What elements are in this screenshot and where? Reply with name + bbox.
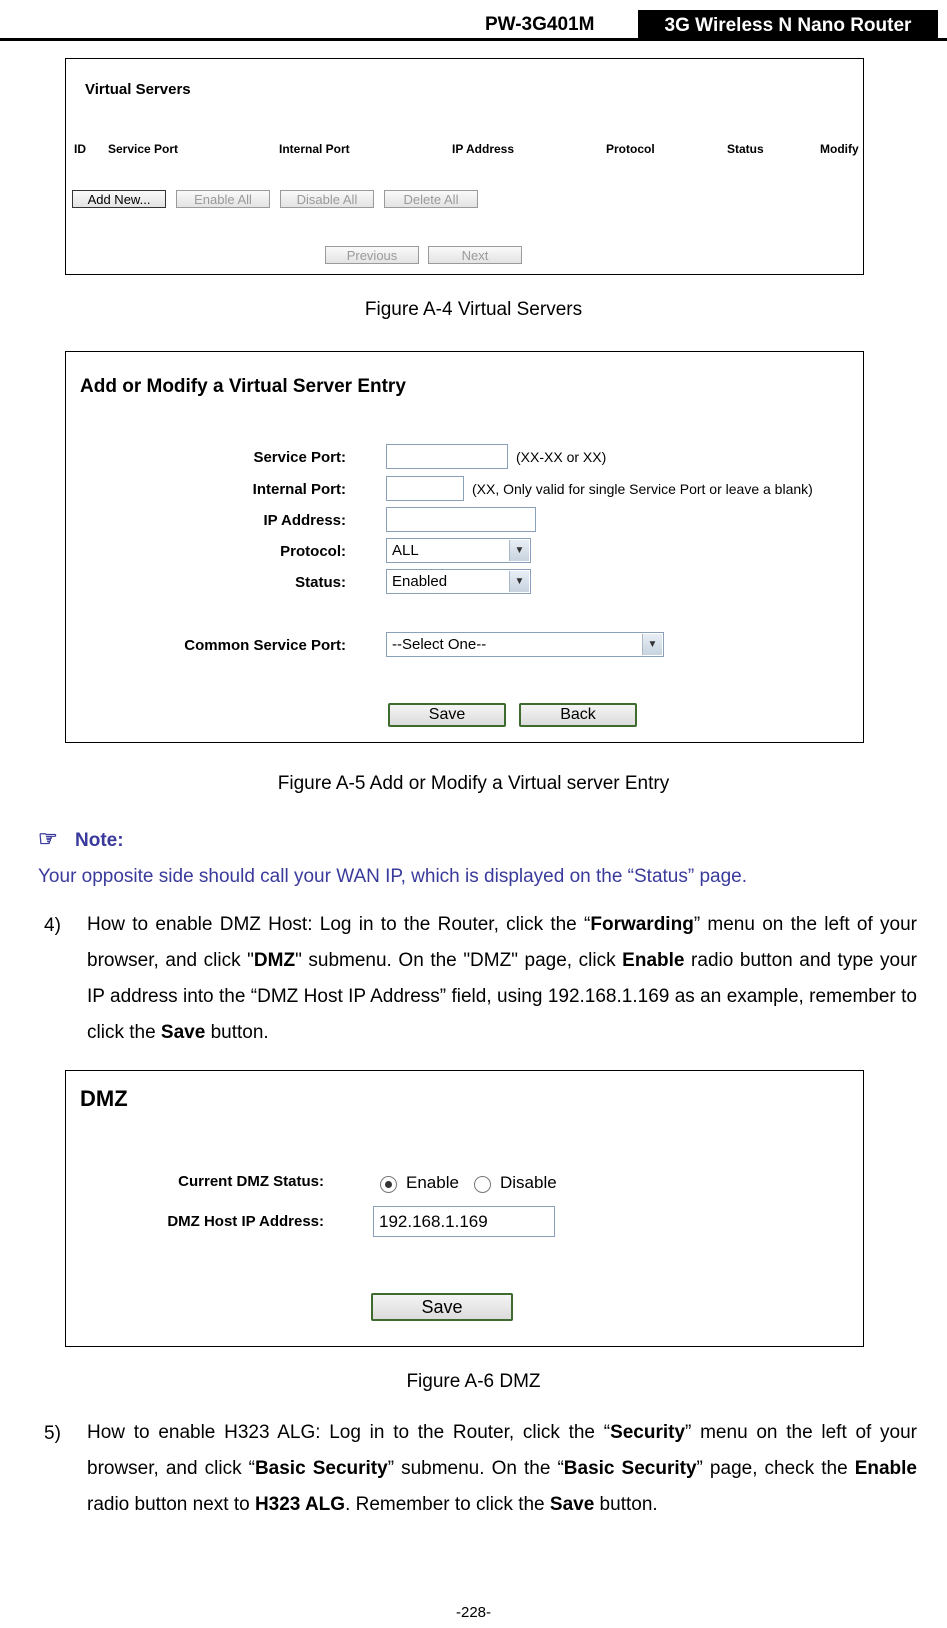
disable-label: Disable: [500, 1173, 557, 1192]
disable-all-button[interactable]: Disable All: [280, 190, 374, 208]
pointing-hand-icon: ☞: [38, 826, 58, 851]
figure-a5-caption: Figure A-5 Add or Modify a Virtual server Entry: [277, 773, 670, 794]
add-new-button[interactable]: Add New...: [72, 190, 166, 208]
save-button[interactable]: Save: [388, 703, 506, 727]
service-port-hint: (XX-XX or XX): [516, 449, 607, 465]
note-label: Note:: [75, 830, 124, 851]
dmz-panel: [65, 1070, 864, 1347]
enable-radio[interactable]: [380, 1176, 397, 1193]
column-ip-address: IP Address: [452, 142, 515, 156]
dmz-title: DMZ: [80, 1086, 128, 1111]
column-id: ID: [74, 142, 86, 156]
chevron-down-icon: ▼: [509, 540, 529, 561]
add-entry-title: Add or Modify a Virtual Server Entry: [80, 376, 406, 397]
protocol-select[interactable]: [386, 538, 531, 563]
back-button[interactable]: Back: [519, 703, 637, 727]
figure-a6-caption: Figure A-6 DMZ: [406, 1371, 541, 1392]
internal-port-label: Internal Port:: [252, 481, 346, 498]
step-4-number: 4): [44, 915, 61, 936]
enable-all-button[interactable]: Enable All: [176, 190, 270, 208]
figure-a4-caption: Figure A-4 Virtual Servers: [364, 299, 583, 320]
common-service-port-value: --Select One--: [392, 636, 487, 653]
internal-port-hint: (XX, Only valid for single Service Port or leave a blank): [472, 481, 813, 497]
step-4-paragraph: How to enable DMZ Host: Log in to the Router, click the “Forwarding” menu on the left of your browser, and click "DMZ" submenu. On the "DMZ" page, click Enable radio button and type your IP address into the “DMZ Host IP Address” field, using 192.168.1.169 as an example, remember to click the Save button.: [87, 914, 918, 1043]
column-internal-port: Internal Port: [279, 142, 350, 156]
page-number: -228-: [455, 1604, 492, 1621]
header-model: PW-3G401M: [485, 14, 595, 35]
add-virtual-server-panel: [65, 351, 864, 743]
ip-address-input[interactable]: [386, 507, 536, 532]
status-value: Enabled: [392, 573, 448, 590]
column-protocol: Protocol: [606, 142, 655, 156]
enable-label: Enable: [406, 1173, 459, 1192]
dmz-host-ip-label: DMZ Host IP Address:: [167, 1213, 324, 1230]
protocol-label: Protocol:: [280, 543, 346, 560]
column-service-port: Service Port: [108, 142, 179, 156]
dmz-save-button[interactable]: Save: [371, 1293, 513, 1321]
note-text: Your opposite side should call your WAN IP, which is displayed on the “Status” page.: [38, 866, 748, 887]
status-select[interactable]: [386, 569, 531, 594]
next-button[interactable]: Next: [428, 246, 522, 264]
step-5-paragraph: How to enable H323 ALG: Log in to the Router, click the “Security” menu on the left of your browser, and click “Basic Security” submenu. On the “Basic Security” page, check the Enable radio button next to H323 ALG. Remember to click the Save button.: [87, 1422, 918, 1515]
dmz-host-ip-input[interactable]: 192.168.1.169: [373, 1206, 555, 1237]
delete-all-button[interactable]: Delete All: [384, 190, 478, 208]
virtual-servers-title: Virtual Servers: [85, 81, 191, 98]
disable-radio[interactable]: [474, 1176, 491, 1193]
chevron-down-icon: ▼: [509, 571, 529, 592]
column-modify: Modify: [820, 142, 859, 156]
common-service-port-select[interactable]: [386, 632, 664, 657]
status-label: Status:: [295, 574, 346, 591]
chevron-down-icon: ▼: [642, 634, 662, 655]
step-5-number: 5): [44, 1423, 61, 1444]
previous-button[interactable]: Previous: [325, 246, 419, 264]
service-port-input[interactable]: [386, 444, 508, 469]
dmz-status-label: Current DMZ Status:: [178, 1173, 324, 1190]
ip-address-label: IP Address:: [263, 512, 346, 529]
common-service-port-label: Common Service Port:: [184, 637, 346, 654]
header-product: 3G Wireless N Nano Router: [638, 10, 938, 40]
column-status: Status: [727, 142, 764, 156]
virtual-servers-panel: [65, 58, 864, 275]
protocol-value: ALL: [392, 542, 419, 559]
service-port-label: Service Port:: [253, 449, 346, 466]
header-rule: [0, 38, 947, 41]
internal-port-input[interactable]: [386, 476, 464, 501]
note-heading: [38, 826, 124, 852]
